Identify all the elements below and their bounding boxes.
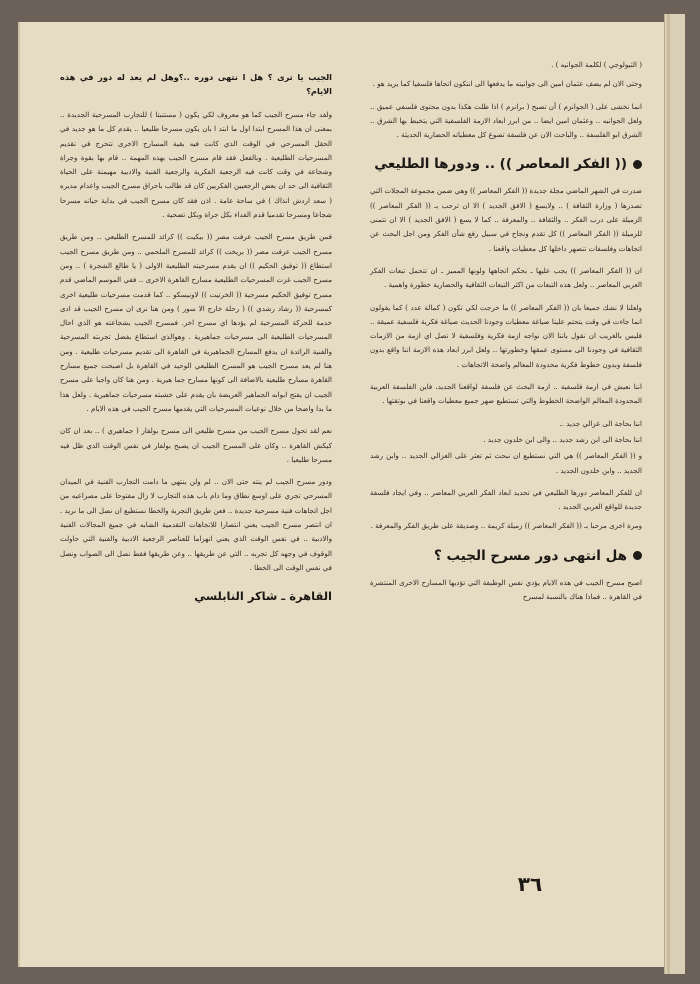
intro-paragraph: وحتى الان لم يضف عثمان امين الى جوانيته ما يدفعها الى انتكون اتجاها فلسفيا كما يريد هو . (372, 79, 642, 89)
intro-paragraph: انما نخشى على ( الجوانزم ) أن تصبح ( برانزم ) اذا ظلت هكذا بدون محتوى فلسفي عميق .. ولعل الجوانيه .. وعثمان امين ايضا .. من ابرز ابعاد الازمة الفلسفية التي يتخبط بها الشرق .. الشرق ابو الفلسفة .. والباحث الان عن فلسفة تصوغ كل معطياته الحضارية الحديثة . (370, 101, 642, 140)
intro-paragraph: ( الثيولوجي ) لكلمة الجوانيه ) . (551, 60, 642, 69)
body-paragraph: ولقد جاء مسرح الجيب كما هو معروف لكي يكون ( مستنبتا ) للتجارب المسرحية الجديدة .. بمعنى ان هذا المسرح ابتدا اول ما ابتد ا بان يكون مسرحا طليعيا .. يقدم كل ما هو جديد في الحقل المسرحي في الوقت الذي كانت فيه بقية المسارح الاخرى تتحرج في تقديم المسرحيات الطليعية . وبالفعل فقد قام مسرح الجيب بهذه المهمة .. قام بها بقوة وجراة وشجاعة في وقت كانت فيه الرجعية الفكرية والرجعية الفنية والادبية مهيمنة على الحياة الثقافية الى حد ان بعض الرجعيين الفكريين كان قد طالب باحراق مسرح الجيب واعدام مديره ( سعد اردش انذاك ) في ساحة عامة . اذن فقد كان مسرح الجيب في بداية حياته مسرحا شجاعا ومسرحا تقدميا قدم الفداء بكل جراة وبكل تضحية . (60, 110, 332, 220)
body-paragraph: نعم لقد تحول مسرح الجيب من مسرح طليعي الى مسرح بولفار ( جماهيري ) .. بعد ان كان كيكش القاهرة .. وكان على المسرح الجيب ان يصبح بولفار في نفس الوقت الذي ظل فيه مسرحا طليعيا . (60, 426, 332, 464)
quote-line: اننا بحاجة الى ابن رشد جديد .. والى ابن خلدون جديد . (483, 434, 642, 444)
body-paragraph: ان للفكر المعاصر دورها الطليعي في تحديد ابعاد الفكر العربي المعاصر .. وفي ايجاد فلسفة جديدة للواقع العربي الجديد . (370, 487, 642, 512)
body-paragraph: ومرة اخرى مرحبا بـ (( الفكر المعاصر )) زميلة كريمة .. وصديقة على طريق الفكر والمعرفة . (370, 521, 642, 531)
quote-line: اننا بحاجة الى غزالي جديد .. (559, 418, 642, 428)
right-column (370, 58, 642, 612)
left-column (60, 70, 332, 603)
gutter-line (667, 14, 670, 974)
section-title: هل انتهى دور مسرح الجيب ؟ (433, 547, 627, 564)
section-heading (370, 548, 642, 564)
bullet-dot-icon (633, 551, 642, 560)
binding-gutter (664, 14, 685, 974)
continuation-lead: الجيب يا ترى ؟ هل ا نتهى دوره ..؟وهل لم يعد له دور في هذه الايام؟ (60, 72, 332, 96)
body-paragraph: صدرت في الشهر الماضي مجلة جديدة (( الفكر المعاصر )) وهي ضمن مجموعة المجلات التي تصدرها ( وزارة الثقافة ) .. ولايسع ( الافق الجديد ) الا ان ترحب بـ (( الفكر المعاصر )) الزميلة على درب الفكر .. والثقافة .. والمعرفة .. كما لا يسع ( الافق الجديد ) الا ان تتمنى للزميلة (( الفكر المعاصر )) كل تقدم ونجاح في سبيل رفع شأن الفكر ومن اجل البحث عن اتجاهات وفلسفات تنصهر داخلها كل معطيات واقعنا . (370, 186, 642, 253)
page-number: ٣٦ (517, 872, 543, 896)
body-paragraph: ولعلنا لا نشك جميعا بان (( الفكر المعاصر )) ما خرجت لكي تكون ( كمالة عدد ) كما يقولون انما جاءت في وقت يتحتم علينا صياغة معطيات وجودنا الحديث صياغة فكرية فلسفية عميقة .. فليس بالغريب ان نقول باننا الان نواجه ازمة فكرية وفلسفية لا تصل اي ازمة من الازمات الثقافية في وجودنا الى مستوى عمقها وخطورتها .. ولعل ابرز ابعاد هذه الازمة اننا واقع بدون فلسفة وبدون خطوط فكرية محدودة المعالم واضحة الاتجاهات . (370, 302, 642, 369)
body-paragraph: اصبح مسرح الجيب في هذه الايام يؤدي نفس الوظيفة التي تؤديها المسارح الاخرى المنتشرة في القاهرة .. فماذا هناك بالنسبة لمسرح (370, 577, 642, 602)
quote-line: و (( الفكر المعاصر )) هي التي نستطيع ان نبحث ثم تعثر على الغزالي الجديد .. وابن رشد الجديد .. وابن خلدون الجديد . (370, 451, 642, 475)
body-paragraph: ودور مسرح الجيب لم ينته حتى الان .. لم ولن ينتهي ما دامت التجارب الفنية في الميدان المسرحي تجري على اوسع نطاق وما دام باب هذه التجارب لا زال مفتوحا على مصراعيه من اجل اتجاهات فنية مسرحية جديدة .. فعن طريق التجربة والخطا نستطيع ان نصل الى ما نريد . ان انتصر مسرح الجيب يعني انتصارا للاتجاهات التقدمية الشابه في جميع المجالات الفنية والادبية .. في نفس الوقت الذي يعني انهزاما للعناصر الرجعية الادبية والفنية التي حاولت الوقوف في وجهه كل تجربه .. التي عن طريقها .. وعن طريقها فقط نصل الى الصواب ونصل في نفس الوقت الى الخطا . (60, 477, 332, 572)
section-title: (( الفكر المعاصر )) .. ودورها الطليعي (374, 156, 627, 173)
section-heading (370, 156, 642, 172)
author-byline: القاهرة ـ شاكر النابلسي (194, 589, 332, 604)
body-paragraph: فمن طريق مسرح الجيب عرفت مصر (( بيكيت )) كرائد للمسرح الطليعي .. ومن طريق مسرح الجيب عرفت مصر (( بريخت )) كرائد للمسرح الملحمي .. ومن طريق مسرح الجيب استطاع (( توفيق الحكيم )) ان يقدم مسرحيته الطليعية الاولى ( يا طالع الشجرة ) .. ومن مسرح الجيب غزت المسرحيات الطليعية مسارح القاهرة الاخرى .. ففي الموسم الماضي قدم مسرح توفيق الحكيم مسرحية (( الخرتيت )) لاونيسكو .. كما قدمت مسرحيات طليعية اخرى كمسرحية (( رشاد رشدي )) ( رحلة خارج الا سور ) ومن هنا نرى ان مسرح الجيب قد ادى خدمة للحركة المسرحية لم يؤدها اي مسرح اخر. فمسرح الجيب بشجاعته هو الذي احال المسرحيات الطليعية الى مسرحيات جماهيرية . وهوالذي استطاع بفضل تجربته المسرحية والفنية الرائدة ان يدفع المسارح الجماهيرية في القاهرة الى تقديم مسرحيات طليعية . ومن هنا لم يعد مسرح الجيب هو المسرح الطليعي الوحيد في القاهرة بل اصبحت جميع مسارح القاهرة مسارح طليعية بالاضافة الى كونها مسارح جما هيرية . ومن هنا كان واجبا على مسرح الجيب ان يفتح ابوابه الجماهير العريضة بان يقدم على خشبته مسرحيات جماهيرية . ولعل هذا ما بدا واضحا من خلال نوعيات المسرحيات التي يقدمها مسرح الجيب في هذه الايام . (60, 232, 332, 413)
body-paragraph: اننا نعيش في ازمة فلسفية .. ازمة البحث عن فلسفة لواقعنا الجديد، فاين الفلسفة العربية المحدودة المعالم الواضحة الخطوط والتي تستطيع صهر جميع معطيات واقعنا في بوتقتها . (370, 382, 642, 406)
bullet-dot-icon (633, 160, 642, 169)
body-paragraph: ان (( الفكر المعاصر )) يجب عليها ـ بحكم اتجاهها ولونها المميز ـ ان تتحمل تبعات الفكر العربي المعاصر .. ولعل هذه التبعات من اكثر التبعات الثقافية والحضارية خطورة واهمية . (370, 265, 642, 290)
